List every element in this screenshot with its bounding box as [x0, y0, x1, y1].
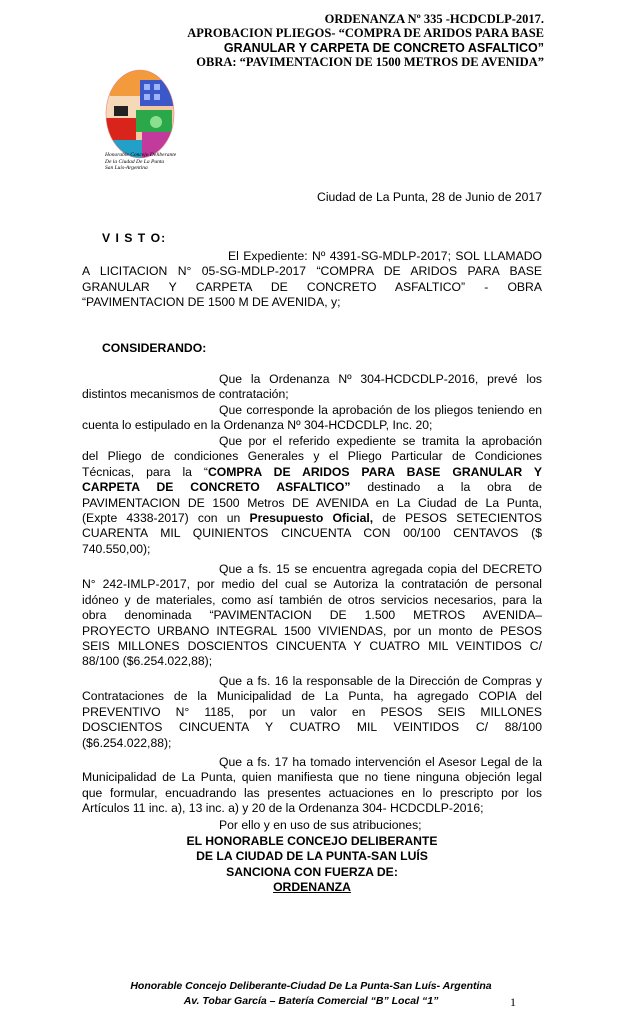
considerando-paragraph-3: [82, 434, 542, 557]
sanction-line: EL HONORABLE CONCEJO DELIBERANTE: [186, 834, 438, 848]
header-approval-line: [187, 26, 544, 40]
paragraph-line: Contrataciones de la Municipalidad de La Punta, ha agregado COPIA del: [82, 689, 542, 704]
considerando-paragraph-6: [82, 755, 542, 817]
header-work-line: OBRA: “PAVIMENTACION DE 1500 METROS DE AVENIDA”: [196, 55, 544, 69]
document-date: Ciudad de La Punta, 28 de Junio de 2017: [317, 190, 542, 204]
text-run: Técnicas, para la “: [82, 464, 208, 479]
paragraph-line: 740.550,00);: [82, 541, 151, 556]
logo-caption-line: De la Ciudad De La Punta: [105, 158, 165, 165]
bold-text-run: Presupuesto Oficial,: [249, 510, 374, 525]
text-run: de PESOS SETECIENTOS: [373, 510, 542, 525]
paragraph-line: idóneo y de materiales, como así también de otros servicios necesarios, para la: [82, 592, 542, 607]
paragraph-line: Que a fs. 15 se encuentra agregada copia del DECRETO: [219, 562, 542, 576]
paragraph-line: que formular, encuadrando las presentes actuaciones en lo prescripto por los: [82, 785, 542, 800]
considerando-paragraph-5: [82, 674, 542, 751]
paragraph-line: ($6.254.022,88);: [82, 735, 172, 750]
paragraph-line: GRANULAR Y CARPETA DE CONCRETO ASFALTICO” - OBRA: [82, 279, 542, 294]
paragraph-line: SEIS MILLONES DOSCIENTOS CINCUENTA Y CUATRO MIL VEINTIDOS C/: [82, 638, 542, 653]
considerando-paragraph-4: [82, 562, 542, 670]
header-subject-line: GRANULAR Y CARPETA DE CONCRETO ASFALTICO”: [223, 41, 544, 55]
considerando-paragraph-1: [82, 372, 542, 403]
considerando-paragraph-2: [82, 403, 542, 434]
logo-caption-line: Honorable Concejo Deliberante: [105, 152, 177, 158]
logo-caption: [105, 152, 195, 172]
text-run: destinado a la obra de: [350, 480, 542, 495]
footer-address: Av. Tobar García – Batería Comercial “B” Local “1”: [183, 995, 439, 1007]
paragraph-line: N° 242-IMLP-2017, por medio del cual se Autoriza la contratación de personal: [82, 577, 542, 592]
paragraph-line: cuenta lo estipulado en la Ordenanza Nº 304-HCDCDLP, Inc. 20;: [82, 418, 433, 433]
paragraph-line: [82, 511, 542, 526]
paragraph-line: 88/100 ($6.254.022,88);: [82, 654, 213, 669]
sanction-line: SANCIONA CON FUERZA DE:: [226, 865, 398, 879]
paragraph-line: Que a fs. 17 ha tomado intervención el Asesor Legal de la: [219, 755, 542, 769]
paragraph-line: PREVENTIVO N° 1185, por un valor en PESOS SEIS MILLONES: [82, 704, 542, 719]
paragraph-line: Que por el referido expediente se tramita la aprobación: [219, 434, 542, 448]
footer-line: Honorable Concejo Deliberante-Ciudad De La Punta-San Luís- Argentina: [130, 980, 492, 992]
page-number: 1: [510, 995, 516, 1009]
council-logo: [100, 66, 180, 166]
considerando-heading: CONSIDERANDO:: [102, 341, 207, 355]
paragraph-line: del Pliego de condiciones Generales y el Pliego Particular de Condiciones: [82, 449, 542, 464]
bold-text-run: CARPETA DE CONCRETO ASFALTICO”: [82, 480, 351, 495]
sanction-line: DE LA CIUDAD DE LA PUNTA-SAN LUÍS: [196, 849, 428, 863]
visto-heading: V I S T O:: [102, 231, 167, 245]
paragraph-line: distintos mecanismos de contratación;: [82, 387, 289, 402]
logo-caption-line: San Luis-Argentina: [105, 165, 148, 171]
paragraph-line: Artículos 11 inc. a), 13 inc. a) y 20 de la Ordenanza 304- HCDCDLP-2016;: [82, 801, 484, 816]
header-approval-text: APROBACION PLIEGOS- “COMPRA DE ARIDOS PARA BASE: [187, 26, 544, 40]
paragraph-line: A LICITACION N° 05-SG-MDLP-2017 “COMPRA DE ARIDOS PARA BASE: [82, 264, 542, 279]
paragraph-line: obra denominada “PAVIMENTACION DE 1.500 METROS AVENIDA–: [82, 608, 542, 623]
paragraph-line: CUARENTA MIL QUINIENTOS CINCUENTA CON 00/100 CENTAVOS ($: [82, 526, 542, 541]
paragraph-line: Que corresponde la aprobación de los pliegos teniendo en: [219, 403, 542, 417]
paragraph-line: PAVIMENTACION DE 1500 Metros DE AVENIDA en La Ciudad de La Punta,: [82, 495, 542, 510]
visto-paragraph: [82, 249, 542, 311]
paragraph-line: Que la Ordenanza Nº 304-HCDCDLP-2016, prevé los: [219, 372, 542, 386]
text-run: (Expte 4338-2017) con un: [82, 510, 250, 525]
paragraph-line: DOSCIENTOS CINCUENTA Y CUATRO MIL VEINTIDOS C/ 88/100: [82, 720, 542, 735]
ordenanza-title: ORDENANZA: [273, 880, 351, 894]
bold-text-run: COMPRA DE ARIDOS PARA BASE GRANULAR Y: [207, 464, 542, 479]
paragraph-line: Municipalidad de La Punta, quien manifiesta que no tiene ninguna objeción legal: [82, 770, 542, 785]
paragraph-line: Que a fs. 16 la responsable de la Dirección de Compras y: [219, 674, 542, 688]
ordinance-number: ORDENANZA Nº 335 -HCDCDLP-2017.: [324, 12, 544, 26]
paragraph-line: [82, 465, 542, 480]
considerando-closing: Por ello y en uso de sus atribuciones;: [219, 818, 422, 832]
paragraph-line: El Expediente: Nº 4391-SG-MDLP-2017; SOL LLAMADO: [228, 249, 542, 263]
paragraph-line: “PAVIMENTACION DE 1500 M DE AVENIDA, y;: [82, 295, 341, 310]
paragraph-line: [82, 480, 542, 495]
paragraph-line: PROYECTO URBANO INTEGRAL 1500 VIVIENDAS, por un monto de PESOS: [82, 623, 542, 638]
